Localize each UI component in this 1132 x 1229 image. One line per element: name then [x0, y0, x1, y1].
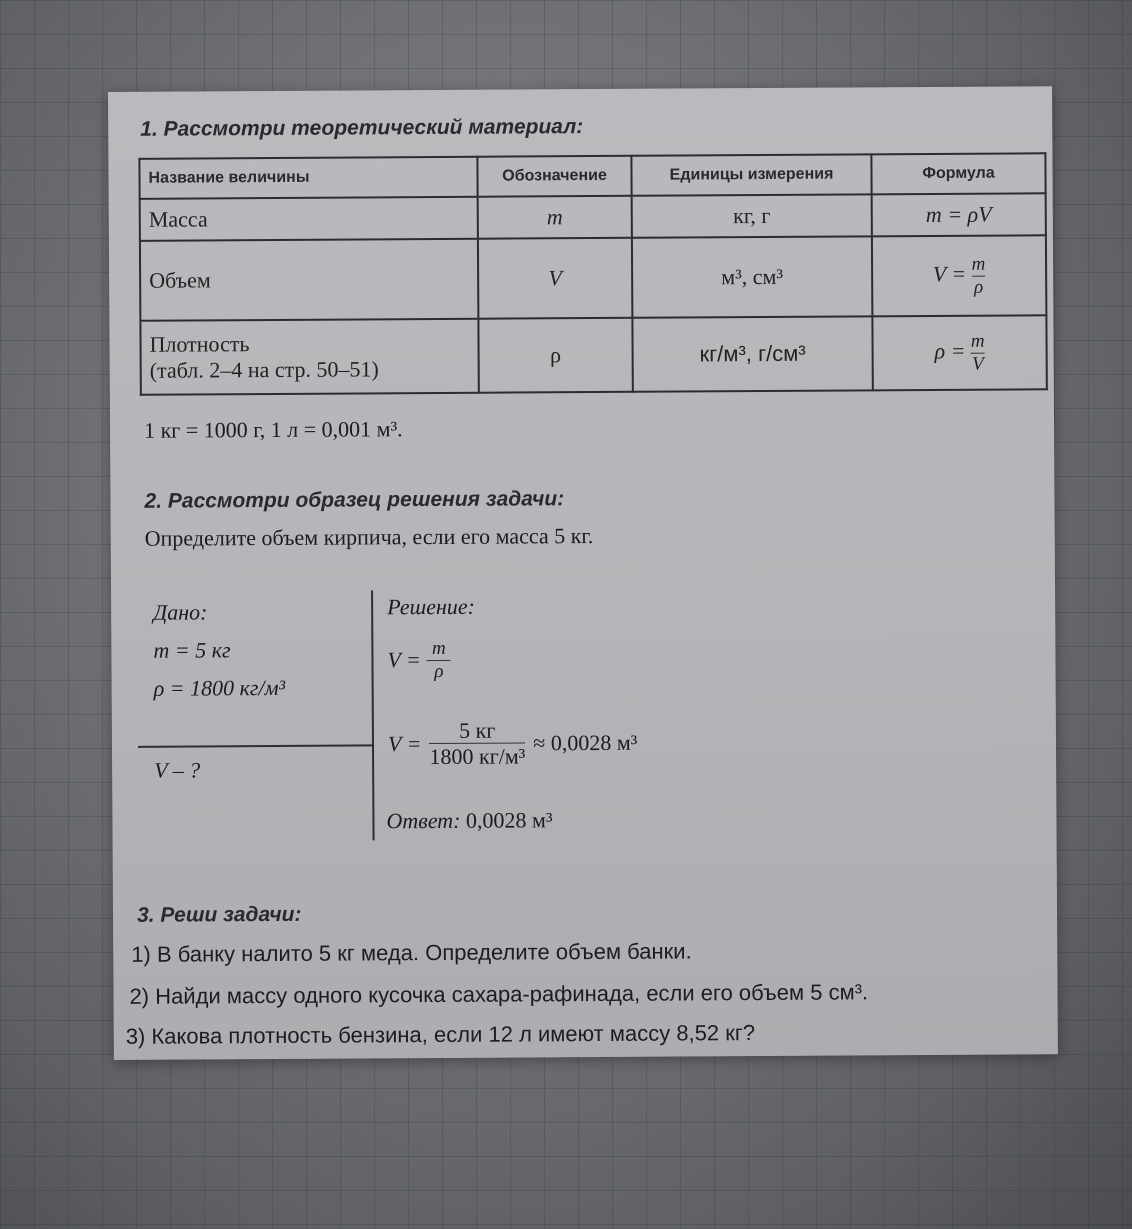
cell-formula — [872, 315, 1046, 390]
header-formula: Формула — [871, 153, 1045, 194]
solution-label: Решение: — [387, 593, 476, 620]
cell-units: м³, см³ — [632, 236, 872, 317]
calc-numerator: 5 кг — [459, 717, 496, 743]
formula-lhs: V = — [932, 260, 967, 287]
section1-title: 1. Рассмотри теоретический материал: — [140, 115, 584, 141]
worksheet-page — [108, 86, 1058, 1060]
formula-numerator: m — [431, 637, 446, 660]
cell-name-line2: (табл. 2–4 на стр. 50–51) — [149, 356, 379, 383]
cell-formula — [872, 235, 1046, 316]
given-mass: m = 5 кг — [153, 637, 231, 663]
calc-denominator: 1800 кг/м³ — [429, 743, 526, 770]
problem-2: 2) Найди массу одного кусочка сахара-рафинада, если его объем 5 см³. — [129, 979, 869, 1009]
header-symbol: Обозначение — [477, 156, 631, 197]
formula-lhs: ρ = — [934, 337, 966, 364]
formula-fraction — [972, 253, 986, 298]
unit-conversion-note: 1 кг = 1000 г, 1 л = 0,001 м³. — [143, 416, 403, 443]
formula-fraction — [971, 330, 985, 375]
answer-value: 0,0028 м³ — [465, 807, 553, 833]
section2-title: 2. Рассмотри образец решения задачи: — [144, 487, 565, 513]
solution-divider-line — [371, 590, 375, 840]
cell-formula: m = ρV — [872, 193, 1046, 236]
formula-denominator: ρ — [974, 276, 984, 298]
formula-fraction — [427, 638, 451, 683]
cell-name — [140, 319, 478, 395]
table-row-mass — [140, 193, 1046, 241]
problem-3: 3) Какова плотность бензина, если 12 л имеют массу 8,52 кг? — [125, 1020, 756, 1049]
cell-symbol: ρ — [478, 318, 632, 393]
given-divider-line — [138, 744, 374, 747]
cell-name-line1: Плотность — [149, 331, 250, 357]
solution-formula — [387, 638, 451, 683]
header-quantity: Название величины — [139, 157, 477, 199]
given-label: Дано: — [153, 599, 208, 625]
calc-lhs: V = — [387, 730, 422, 757]
calc-result: ≈ 0,0028 м³ — [533, 729, 638, 756]
cell-name: Объем — [140, 239, 478, 321]
formula-numerator: m — [971, 253, 986, 275]
answer-line — [386, 807, 552, 834]
calc-fraction — [429, 717, 525, 769]
formula-numerator: m — [970, 330, 985, 352]
table-row-volume — [140, 235, 1046, 321]
example-task-text: Определите объем кирпича, если его масса 5 кг. — [144, 523, 594, 551]
formula-denominator: V — [972, 353, 984, 375]
answer-label: Ответ: — [386, 807, 461, 834]
cell-symbol: V — [478, 238, 632, 319]
cell-name: Масса — [140, 197, 478, 241]
formula-denominator: ρ — [434, 660, 444, 682]
header-units: Единицы измерения — [631, 154, 871, 195]
formula-lhs: V = — [387, 647, 421, 673]
given-density: ρ = 1800 кг/м³ — [153, 674, 286, 701]
section3-title: 3. Реши задачи: — [136, 902, 302, 927]
find-unknown: V – ? — [154, 757, 201, 783]
solution-calculation — [388, 717, 638, 770]
cell-units: кг, г — [632, 194, 872, 237]
table-row-density — [140, 315, 1046, 395]
cell-symbol: m — [478, 196, 632, 239]
cell-units: кг/м³, г/см³ — [632, 316, 872, 391]
problem-1: 1) В банку налито 5 кг меда. Определите объем банки. — [131, 938, 692, 967]
quantities-table — [138, 152, 1047, 396]
table-header-row — [139, 153, 1045, 199]
